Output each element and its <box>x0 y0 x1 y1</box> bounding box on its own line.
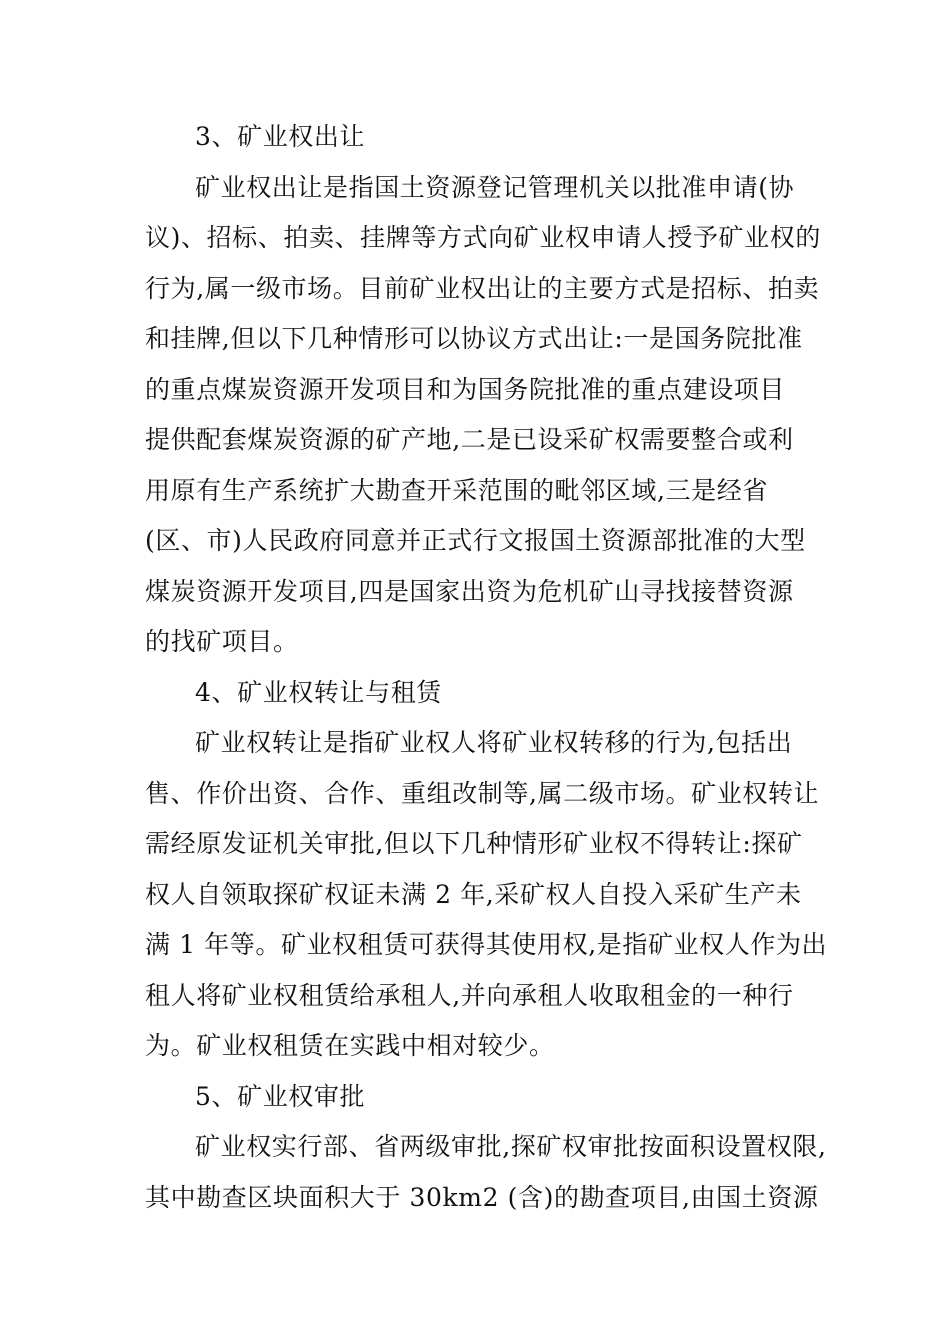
text-line: 用原有生产系统扩大勘查开采范围的毗邻区域,三是经省 <box>145 475 768 505</box>
section-heading-5: 5、矿业权审批 <box>195 1081 366 1111</box>
text-line: 煤炭资源开发项目,四是国家出资为危机矿山寻找接替资源 <box>145 576 794 606</box>
text-line: 的找矿项目。 <box>145 627 299 656</box>
text-line: 矿业权实行部、省两级审批,探矿权审批按面积设置权限, <box>195 1132 827 1161</box>
document-body <box>145 112 828 1223</box>
section-paragraph-5 <box>145 1122 827 1223</box>
section-heading-3: 3、矿业权出让 <box>195 122 366 151</box>
text-line: 为。矿业权租赁在实践中相对较少。 <box>145 1031 555 1060</box>
text-line: 满 1 年等。矿业权租赁可获得其使用权,是指矿业权人作为出 <box>145 930 828 959</box>
text-line: 的重点煤炭资源开发项目和为国务院批准的重点建设项目 <box>145 374 786 404</box>
text-line: 其中勘查区块面积大于 30km2 (含)的勘查项目,由国土资源 <box>145 1182 819 1212</box>
text-line: 矿业权转让是指矿业权人将矿业权转移的行为,包括出 <box>195 728 793 757</box>
text-line: 行为,属一级市场。目前矿业权出让的主要方式是招标、拍卖 <box>145 273 820 303</box>
text-line: 矿业权出让是指国土资源登记管理机关以批准申请(协 <box>195 172 795 202</box>
section-paragraph-3 <box>145 163 821 668</box>
section-paragraph-4 <box>145 718 828 1072</box>
text-line: 权人自领取探矿权证未满 2 年,采矿权人自投入采矿生产未 <box>145 879 802 909</box>
text-line: 提供配套煤炭资源的矿产地,二是已设采矿权需要整合或利 <box>145 425 794 454</box>
section-heading-4: 4、矿业权转让与租赁 <box>195 677 442 707</box>
text-line: 需经原发证机关审批,但以下几种情形矿业权不得转让:探矿 <box>145 829 803 858</box>
text-line: 议)、招标、拍卖、挂牌等方式向矿业权申请人授予矿业权的 <box>145 223 821 252</box>
text-line: (区、市)人民政府同意并正式行文报国土资源部批准的大型 <box>145 526 806 555</box>
text-line: 售、作价出资、合作、重组改制等,属二级市场。矿业权转让 <box>145 778 820 808</box>
text-line: 租人将矿业权租赁给承租人,并向承租人收取租金的一种行 <box>145 980 794 1010</box>
text-line: 和挂牌,但以下几种情形可以协议方式出让:一是国务院批准 <box>145 324 803 353</box>
